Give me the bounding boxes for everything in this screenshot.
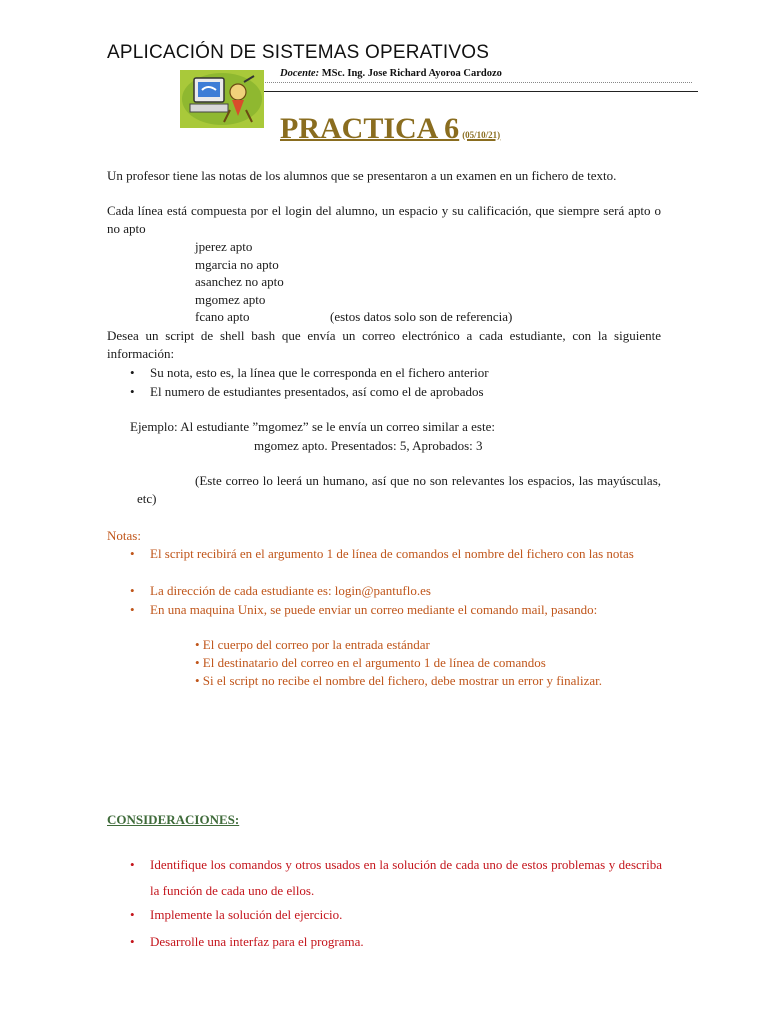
- bullet-icon: •: [130, 934, 135, 949]
- practice-title: [280, 112, 500, 146]
- teacher-label: Docente:: [280, 68, 320, 79]
- intro-paragraph-1: Un profesor tiene las notas de los alumnos que se presentaron a un examen en un fichero de texto.: [107, 168, 617, 183]
- sub-item: • Si el script no recibe el nombre del fichero, debe mostrar un error y finalizar.: [195, 673, 603, 688]
- teacher-line: [280, 68, 502, 79]
- considerations-heading: CONSIDERACIONES:: [107, 812, 240, 827]
- data-line: jperez apto: [195, 239, 253, 254]
- course-title: APLICACIÓN DE SISTEMAS OPERATIVOS: [107, 42, 490, 63]
- computer-logo-icon: [180, 70, 264, 128]
- data-line: fcano apto: [195, 309, 250, 324]
- intro-paragraph-2: Cada línea está compuesta por el login del alumno, un espacio y su calificación, que siempre será apto o no apto: [107, 203, 661, 236]
- sub-item: • El cuerpo del correo por la entrada estándar: [195, 637, 430, 652]
- bullet-icon: •: [130, 384, 135, 399]
- header-dotted-rule: [262, 82, 692, 83]
- bullet-icon: •: [130, 907, 135, 922]
- data-line: mgomez apto: [195, 292, 266, 307]
- bullet-icon: •: [130, 546, 135, 561]
- data-line: mgarcia no apto: [195, 257, 279, 272]
- practice-title-text: PRACTICA 6: [280, 112, 460, 145]
- practice-date: (05/10/21): [462, 130, 501, 140]
- example-note: (Este correo lo leerá un humano, así que no son relevantes los espacios, las mayúsculas, etc): [137, 473, 661, 506]
- example-intro: Ejemplo: Al estudiante ”mgomez” se le envía un correo similar a este:: [130, 419, 495, 434]
- header-rule: [262, 91, 698, 92]
- bullet-icon: •: [130, 583, 135, 598]
- data-reference-note: (estos datos solo son de referencia): [330, 309, 513, 324]
- example-mail: mgomez apto. Presentados: 5, Aprobados: 3: [254, 438, 483, 453]
- bullet-icon: •: [130, 857, 135, 872]
- document-page: APLICACIÓN DE SISTEMAS OPERATIVOS Docente: MSc. Ing. Jose Richard Ayoroa Cardozo PRACTICA 6 (05/10/21) Un profesor tiene las notas de los alumnos que se presentaron a un examen en un fichero de texto. Cada línea está compuesta por el login del alumno, un espacio y su calificación, que siempre será apto o no apto jperez apto mgarcia no apto asanchez no apto mgomez apto fcano apto (estos datos solo son de referencia) Desea un script de shell bash que envía un correo electrónico a cada estudiante, con la siguiente información: • Su nota, esto es, la línea que le corresponda en el fichero anterior • El numero de estudiantes presentados, así como el de aprobados Ejemplo: Al estudiante ”mgomez” se le envía un correo similar a este: mgomez apto. Presentados: 5, Aprobados: 3 (Este correo lo leerá un humano, así que no son relevantes los espacios, las mayúsculas, etc) Notas: • El script recibirá en el argumento 1 de línea de comandos el nombre del fichero con las notas • La dirección de cada estudiante es: login@pantuflo.es • En una maquina Unix, se puede enviar un correo mediante el comando mail, pasando: • El cuerpo del correo por la entrada estándar • El destinatario del correo en el argumento 1 de línea de comandos • Si el script no recibe el nombre del fichero, debe mostrar un error y finalizar. CONSIDERACIONES: • Identifique los comandos y otros usados en la solución de cada uno de estos problemas y describa la función de cada uno de ellos. • Implemente la solución del ejercicio. • Desarrolle una interfaz para el programa.: [0, 0, 768, 1024]
- data-line: asanchez no apto: [195, 274, 284, 289]
- teacher-name: MSc. Ing. Jose Richard Ayoroa Cardozo: [321, 68, 502, 79]
- notes-label: Notas:: [107, 528, 141, 543]
- bullet-icon: •: [130, 602, 135, 617]
- bullet-icon: •: [130, 365, 135, 380]
- request-paragraph: Desea un script de shell bash que envía un correo electrónico a cada estudiante, con la siguiente información:: [107, 328, 661, 361]
- sub-item: • El destinatario del correo en el argumento 1 de línea de comandos: [195, 655, 546, 670]
